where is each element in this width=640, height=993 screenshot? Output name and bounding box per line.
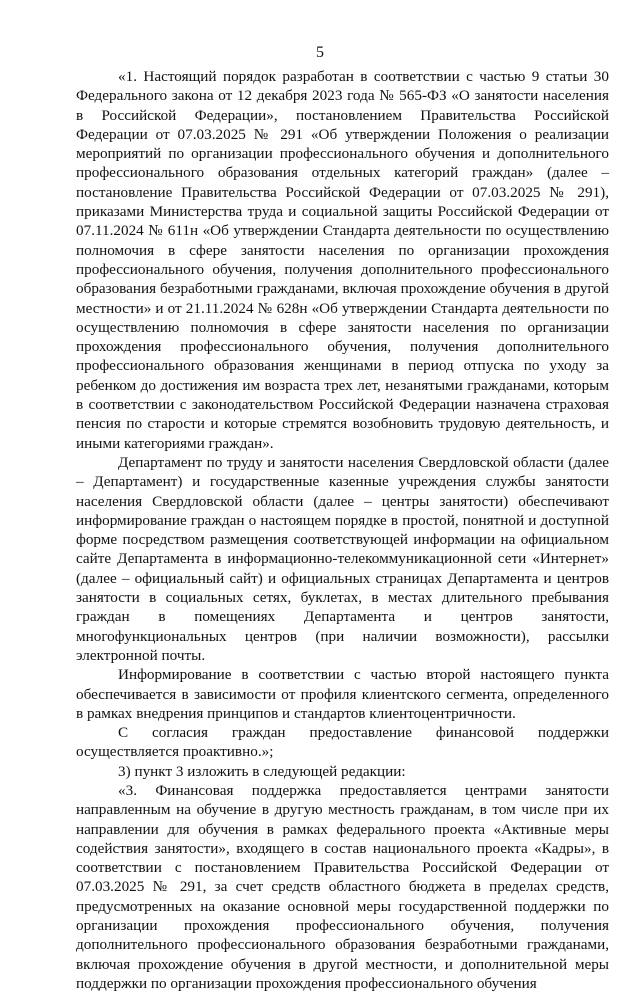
- paragraph-purpose-clause: «1. Настоящий порядок разработан в соответствии с частью 9 статьи 30 Федерального закона от 12 декабря 2023 года № 565-ФЗ «О занятости населения в Российской Федерации», постановлением Правительства Российской Федерации от 07.03.2025 № 291 «Об утверждении Положения о реализации мероприятий по организации профессионального обучения и дополнительного профессионального образования отдельных категорий граждан» (далее – постановление Правительства Российской Федерации от 07.03.2025 № 291), приказами Министерства труда и социальной защиты Российской Федерации от 07.11.2024 № 611н «Об утверждении Стандарта деятельности по осуществлению полномочия в сфере занятости населения по организации прохождения профессионального обучения, получения дополнительного профессионального образования безработными гражданами, включая прохождение обучения в другой местности» и от 21.11.2024 № 628н «Об утверждении Стандарта деятельности по осуществлению полномочия в сфере занятости населения по организации прохождения профессионального обучения, получения дополнительного профессионального образования женщинами в период отпуска по уходу за ребенком до достижения им возраста трех лет, незанятыми гражданами, которым в соответствии с законодательством Российской Федерации назначена страховая пенсия по старости и которые стремятся возобновить трудовую деятельность, и иными категориями граждан».: [76, 68, 609, 452]
- paragraph-amendment-item-3: 3) пункт 3 изложить в следующей редакции:: [118, 762, 406, 780]
- paragraph-client-segment: Информирование в соответствии с частью второй настоящего пункта обеспечивается в зависимости от профиля клиентского сегмента, определенного в рамках внедрения принципов и стандартов клиентоцентричности.: [76, 666, 609, 722]
- document-body: [76, 67, 609, 993]
- paragraph-proactive-support: С согласия граждан предоставление финансовой поддержки осуществляется проактивно.»;: [76, 724, 609, 761]
- page-number: 5: [316, 44, 324, 61]
- paragraph-department-informing: Департамент по труду и занятости населения Свердловской области (далее – Департамент) и государственные казенные учреждения службы занятости населения Свердловской области (далее – центры занятости) обеспечивают информирование граждан о настоящем порядке в простой, понятной и доступной форме посредством размещения соответствующей информации на официальном сайте Департамента в информационно-телекоммуникационной сети «Интернет» (далее – официальный сайт) и официальных страницах Департамента и центров занятости в социальных сетях, буклетах, в местах длительного пребывания граждан в помещениях Департамента и центров занятости, многофункциональных центров (при наличии возможности), рассылки электронной почты.: [76, 453, 609, 664]
- paragraph-financial-support: «3. Финансовая поддержка предоставляется центрами занятости направленным на обучение в другую местность гражданам, в том числе при их направлении для обучения в рамках федерального проекта «Активные меры содействия занятости», входящего в состав национального проекта «Кадры», в соответствии с постановлением Правительства Российской Федерации от 07.03.2025 № 291, за счет средств областного бюджета в пределах средств, предусмотренных на оказание основной меры государственной поддержки по организации прохождения профессионального обучения, получения дополнительного профессионального образования безработными гражданами, включая прохождение обучения в другой местности, и дополнительной меры поддержки по организации прохождения профессионального обучения: [76, 781, 609, 992]
